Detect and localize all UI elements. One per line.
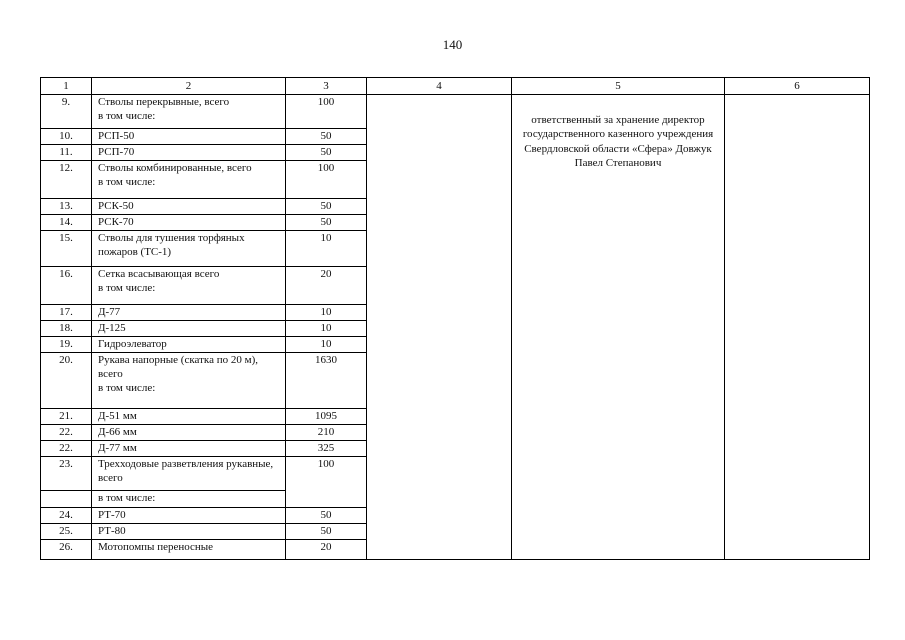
responsible-person: ответственный за хранение директор государственного казенного учреждения Свердловской области «Сфера» Довжук Павел Степанович — [512, 95, 725, 560]
row-number: 17. — [41, 305, 92, 321]
item-quantity: 50 — [286, 524, 367, 540]
row-number: 9. — [41, 95, 92, 129]
item-name: Стволы комбинированные, всего в том числе: — [92, 161, 286, 199]
item-quantity: 20 — [286, 267, 367, 305]
item-name: РСП-50 — [92, 129, 286, 145]
item-name: Д-77 мм — [92, 441, 286, 457]
row-number: 13. — [41, 199, 92, 215]
row-number: 15. — [41, 231, 92, 267]
item-quantity: 50 — [286, 508, 367, 524]
row-number: 21. — [41, 409, 92, 425]
item-name: Д-66 мм — [92, 425, 286, 441]
item-name: Сетка всасывающая всего в том числе: — [92, 267, 286, 305]
column-header-5: 5 — [512, 78, 725, 95]
item-quantity: 10 — [286, 231, 367, 267]
row-number: 12. — [41, 161, 92, 199]
item-quantity: 20 — [286, 540, 367, 560]
row-number: 19. — [41, 337, 92, 353]
item-name: Д-77 — [92, 305, 286, 321]
column-header-6: 6 — [725, 78, 870, 95]
item-quantity: 1095 — [286, 409, 367, 425]
column-4-empty — [367, 95, 512, 560]
item-name: Рукава напорные (скатка по 20 м), всего в том числе: — [92, 353, 286, 409]
item-quantity: 50 — [286, 215, 367, 231]
item-name: РТ-70 — [92, 508, 286, 524]
item-name: РТ-80 — [92, 524, 286, 540]
column-header-1: 1 — [41, 78, 92, 95]
item-quantity: 1630 — [286, 353, 367, 409]
row-number: 26. — [41, 540, 92, 560]
row-number: 10. — [41, 129, 92, 145]
item-quantity: 10 — [286, 337, 367, 353]
row-number: 22. — [41, 441, 92, 457]
column-header-2: 2 — [92, 78, 286, 95]
table-row — [41, 95, 870, 129]
item-name: Д-125 — [92, 321, 286, 337]
item-name: Мотопомпы переносные — [92, 540, 286, 560]
item-quantity: 325 — [286, 441, 367, 457]
item-quantity: 50 — [286, 199, 367, 215]
column-header-4: 4 — [367, 78, 512, 95]
row-number: 25. — [41, 524, 92, 540]
item-quantity: 50 — [286, 145, 367, 161]
item-quantity: 10 — [286, 321, 367, 337]
row-number: 11. — [41, 145, 92, 161]
item-subtext: в том числе: — [92, 491, 286, 508]
row-number-empty — [41, 491, 92, 508]
column-6-empty — [725, 95, 870, 560]
item-name: РСК-50 — [92, 199, 286, 215]
column-header-3: 3 — [286, 78, 367, 95]
item-name: Трехходовые разветвления рукавные, всего — [92, 457, 286, 491]
item-quantity: 100 — [286, 457, 367, 508]
item-quantity: 100 — [286, 95, 367, 129]
item-name: РСК-70 — [92, 215, 286, 231]
table-body — [41, 95, 870, 560]
item-name: Гидроэлеватор — [92, 337, 286, 353]
item-name: Стволы перекрывные, всего в том числе: — [92, 95, 286, 129]
row-number: 18. — [41, 321, 92, 337]
header-row — [41, 78, 870, 95]
row-number: 20. — [41, 353, 92, 409]
item-quantity: 210 — [286, 425, 367, 441]
row-number: 16. — [41, 267, 92, 305]
row-number: 22. — [41, 425, 92, 441]
row-number: 24. — [41, 508, 92, 524]
item-quantity: 10 — [286, 305, 367, 321]
item-quantity: 50 — [286, 129, 367, 145]
item-name: Д-51 мм — [92, 409, 286, 425]
item-quantity: 100 — [286, 161, 367, 199]
row-number: 14. — [41, 215, 92, 231]
page-number: 140 — [442, 37, 463, 52]
item-name: РСП-70 — [92, 145, 286, 161]
inventory-table — [40, 77, 870, 560]
item-name: Стволы для тушения торфяных пожаров (ТС-1) — [92, 231, 286, 267]
row-number: 23. — [41, 457, 92, 491]
